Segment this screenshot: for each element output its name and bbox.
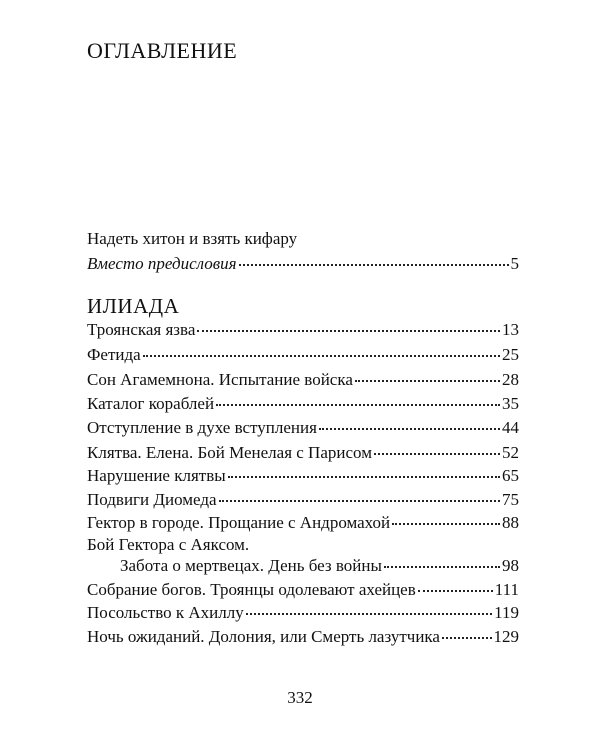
leader-dots bbox=[374, 453, 500, 455]
toc-entry-continuation[interactable] bbox=[120, 556, 519, 580]
toc-entry[interactable] bbox=[87, 513, 519, 537]
leader-dots bbox=[384, 566, 500, 568]
toc-entry[interactable] bbox=[87, 418, 519, 442]
toc-entry-title: Отступление в духе вступления bbox=[87, 418, 317, 437]
toc-entry-page: 75 bbox=[502, 490, 519, 509]
leader-dots bbox=[219, 500, 500, 502]
toc-entry-page: 111 bbox=[494, 580, 519, 599]
toc-entry[interactable] bbox=[87, 580, 519, 604]
toc-entry[interactable] bbox=[87, 490, 519, 514]
toc-entry[interactable] bbox=[87, 345, 519, 369]
toc-entry-title: Ночь ожиданий. Долония, или Смерть лазутчика bbox=[87, 627, 440, 646]
leader-dots bbox=[239, 264, 509, 266]
leader-dots bbox=[392, 523, 500, 525]
intro-subtitle: Вместо предисловия bbox=[87, 254, 237, 273]
toc-entry-title: Нарушение клятвы bbox=[87, 466, 226, 485]
intro-title: Надеть хитон и взять кифару bbox=[87, 229, 298, 248]
toc-entry-page: 28 bbox=[502, 370, 519, 389]
toc-entry-title: Собрание богов. Троянцы одолевают ахейцев bbox=[87, 580, 416, 599]
toc-entry-page: 119 bbox=[494, 603, 519, 622]
toc-entry[interactable] bbox=[87, 443, 519, 467]
leader-dots bbox=[442, 637, 492, 639]
toc-entry-page: 35 bbox=[502, 394, 519, 413]
leader-dots bbox=[216, 404, 500, 406]
section-title-iliad: ИЛИАДА bbox=[87, 294, 180, 318]
toc-entry-title: Гектор в городе. Прощание с Андромахой bbox=[87, 513, 391, 532]
toc-entry-page: 129 bbox=[493, 627, 519, 646]
toc-entry-title: Посольство к Ахиллу bbox=[87, 603, 244, 622]
toc-entry-title: Сон Агамемнона. Испытание войска bbox=[87, 370, 353, 389]
toc-entry-title-continuation: Забота о мертвецах. День без войны bbox=[120, 556, 382, 575]
leader-dots bbox=[418, 590, 493, 592]
toc-entry[interactable] bbox=[87, 466, 519, 490]
toc-entry-page: 88 bbox=[502, 513, 519, 532]
leader-dots bbox=[355, 380, 500, 382]
toc-entry-page: 52 bbox=[502, 443, 519, 462]
toc-entry-title: Фетида bbox=[87, 345, 141, 364]
toc-entry[interactable] bbox=[87, 627, 519, 651]
toc-entry-page: 44 bbox=[502, 418, 519, 437]
leader-dots bbox=[143, 355, 500, 357]
toc-entry[interactable] bbox=[87, 603, 519, 627]
leader-dots bbox=[246, 613, 492, 615]
toc-entry[interactable] bbox=[87, 370, 519, 394]
toc-entry-title: Подвиги Диомеда bbox=[87, 490, 217, 509]
toc-entry-title: Клятва. Елена. Бой Менелая с Парисом bbox=[87, 443, 372, 462]
intro-page-number: 5 bbox=[510, 254, 519, 273]
toc-entry[interactable] bbox=[87, 320, 519, 344]
toc-entry-page: 98 bbox=[502, 556, 519, 575]
leader-dots bbox=[197, 330, 500, 332]
page-number: 332 bbox=[287, 688, 313, 707]
toc-entry[interactable] bbox=[87, 394, 519, 418]
toc-entry-title: Каталог кораблей bbox=[87, 394, 215, 413]
leader-dots bbox=[228, 476, 500, 478]
toc-entry-page: 25 bbox=[502, 345, 519, 364]
intro-subtitle-line[interactable] bbox=[87, 254, 519, 278]
toc-entry-title: Троянская язва bbox=[87, 320, 196, 339]
leader-dots bbox=[319, 428, 500, 430]
toc-entry-title: Бой Гектора с Аяксом. bbox=[87, 535, 250, 554]
toc-entry-page: 65 bbox=[502, 466, 519, 485]
toc-heading: ОГЛАВЛЕНИЕ bbox=[87, 38, 238, 63]
intro-title-line bbox=[87, 229, 297, 253]
toc-entry-page: 13 bbox=[502, 320, 519, 339]
